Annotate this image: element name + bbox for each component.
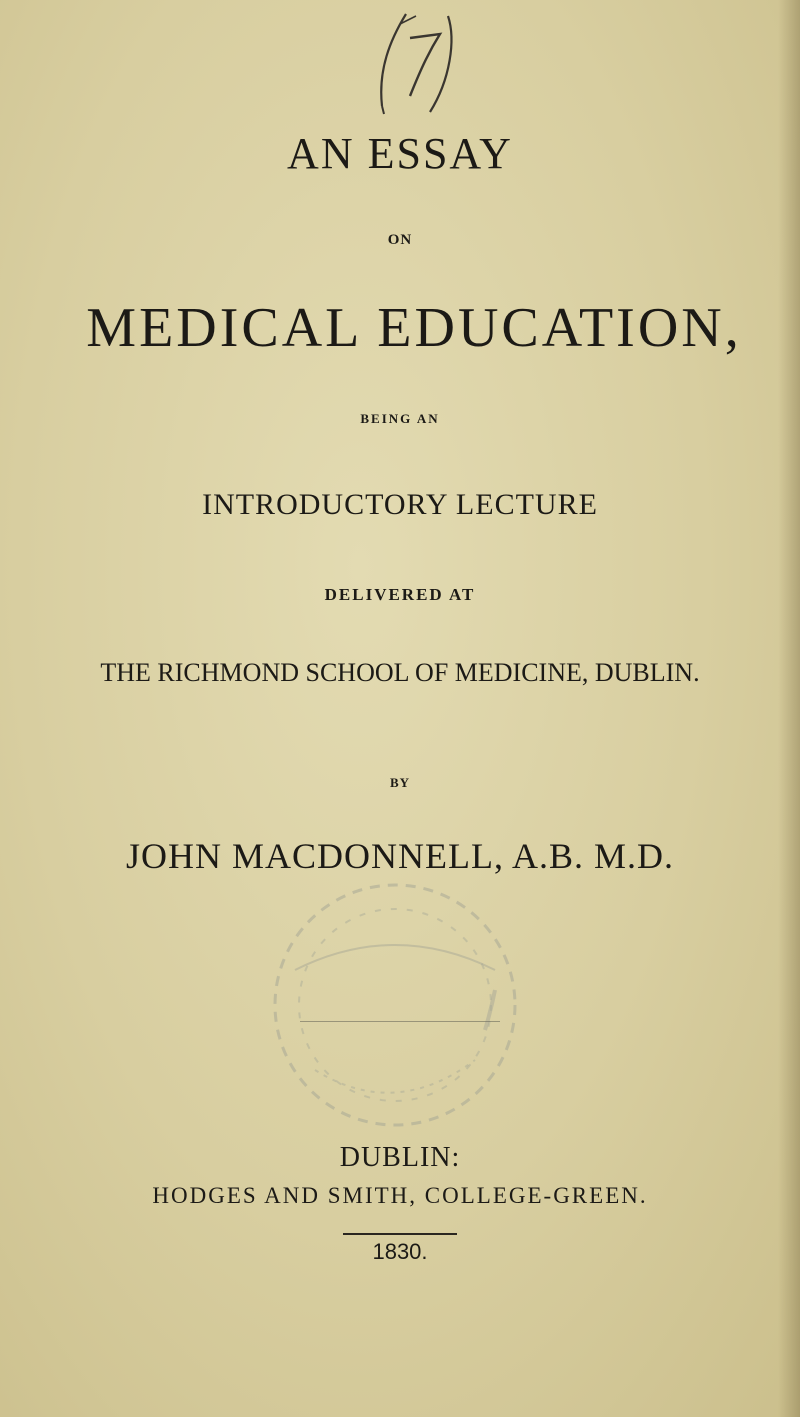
title-on: ON [387, 232, 413, 248]
imprint-city: DUBLIN: [339, 1142, 461, 1173]
imprint-divider [343, 1233, 457, 1235]
subtitle-school: THE RICHMOND SCHOOL OF MEDICINE, DUBLIN. [100, 658, 700, 687]
library-stamp-icon [255, 860, 535, 1150]
subtitle-being-an: BEING AN [360, 411, 440, 426]
byline-by: BY [389, 775, 411, 790]
title-an-essay: AN ESSAY [287, 129, 513, 178]
imprint-publisher: HODGES AND SMITH, COLLEGE-GREEN. [152, 1183, 648, 1208]
subtitle-delivered-at: DELIVERED AT [324, 585, 476, 604]
imprint-year: 1830. [372, 1239, 428, 1264]
main-title: MEDICAL EDUCATION, [86, 297, 742, 359]
handwritten-mark-icon [370, 10, 470, 120]
author-name: JOHN MACDONNELL, A.B. M.D. [125, 836, 675, 876]
stamp-rule [300, 1021, 500, 1022]
subtitle-introductory-lecture: INTRODUCTORY LECTURE [202, 488, 598, 521]
